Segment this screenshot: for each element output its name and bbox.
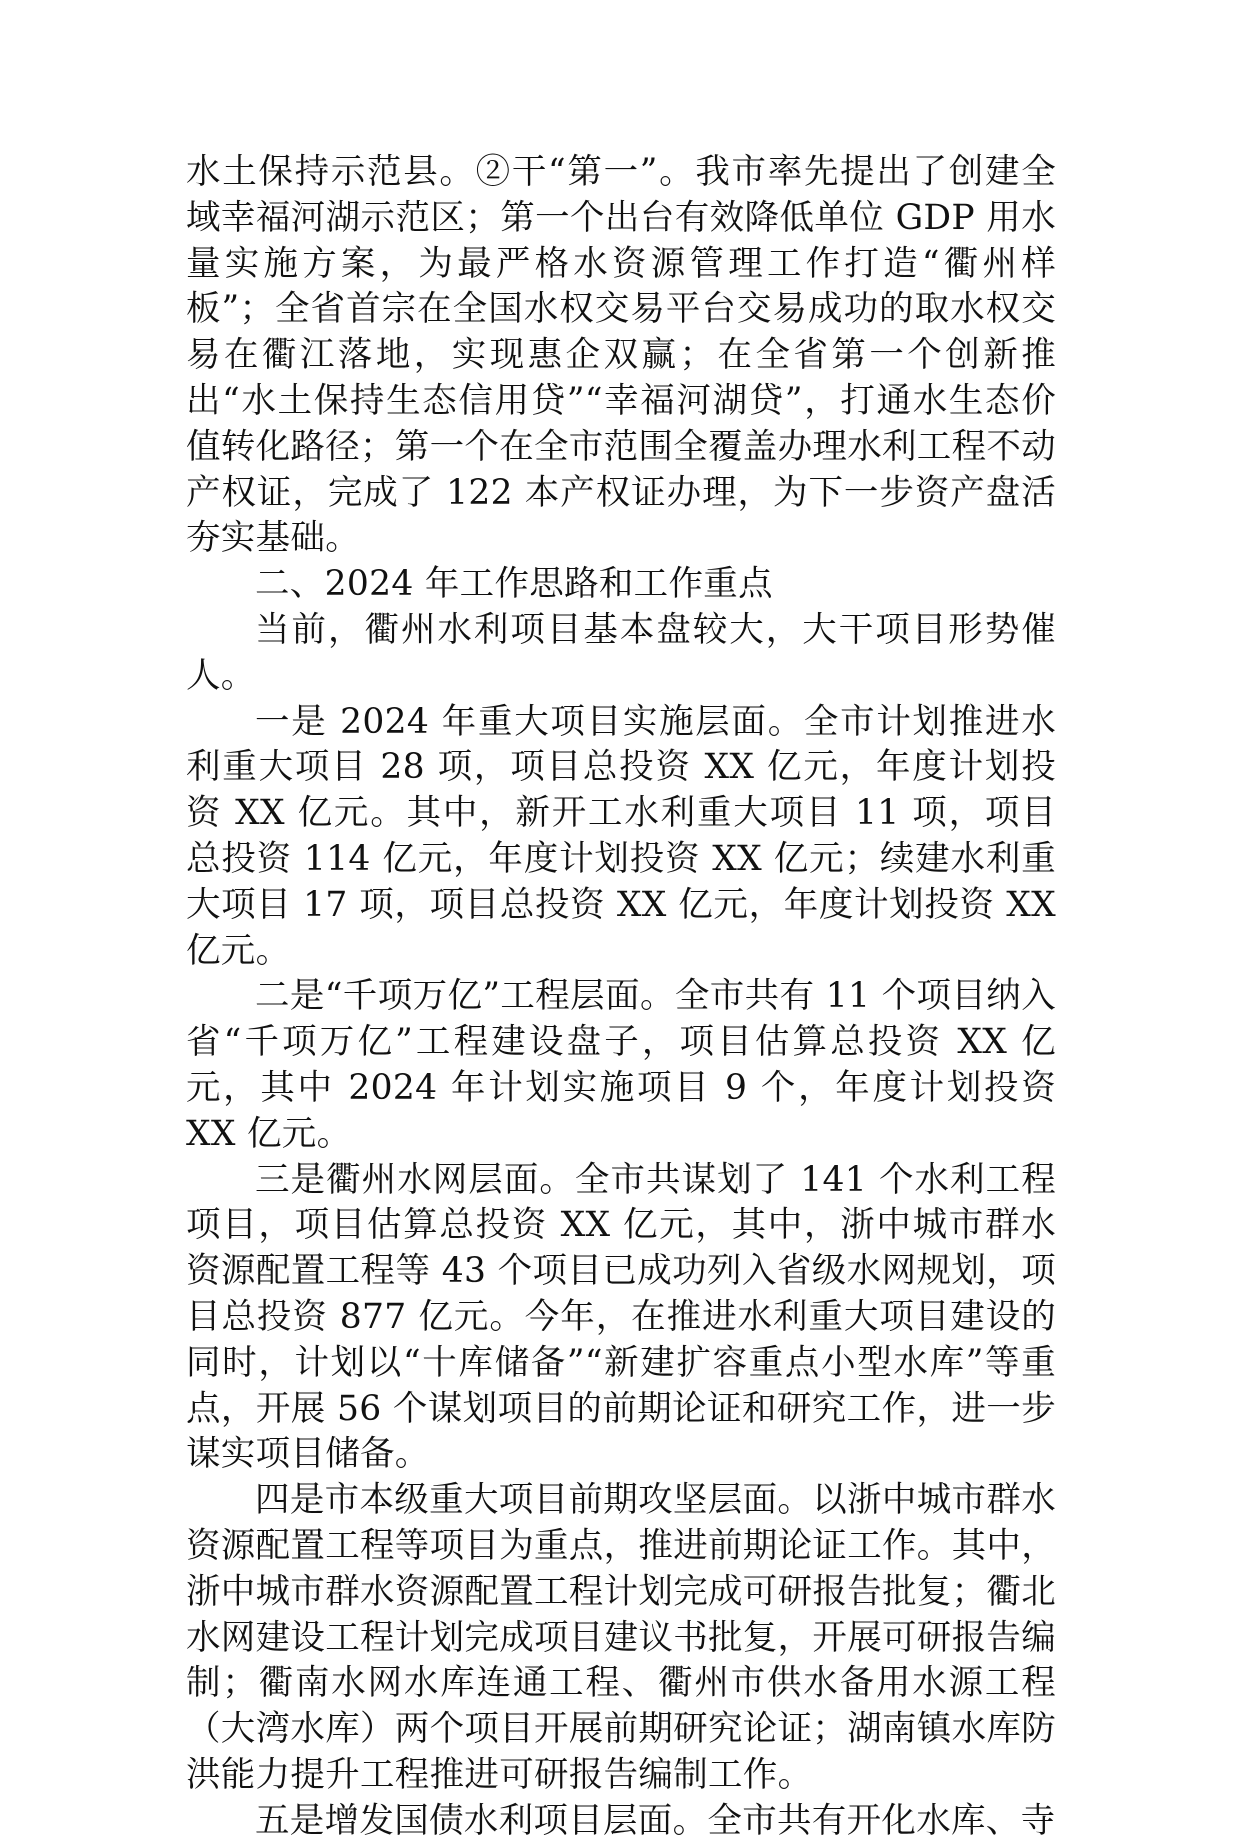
paragraph-item-4: 四是市本级重大项目前期攻坚层面。以浙中城市群水资源配置工程等项目为重点，推进前期论证工作。其中，浙中城市群水资源配置工程计划完成可研报告批复；衢北水网建设工程计划完成项目建议书批复，开展可研报告编制；衢南水网水库连通工程、衢州市供水备用水源工程（大湾水库）两个项目开展前期研究论证；湖南镇水库防洪能力提升工程推进可研报告编制工作。 — [186, 1480, 1056, 1795]
paragraph-item-5: 五是增发国债水利项目层面。全市共有开化水库、寺 — [255, 1800, 1056, 1841]
paragraph-item-3: 三是衢州水网层面。全市共谋划了 141 个水利工程项目，项目估算总投资 XX 亿元，其中，浙中城市群水资源配置工程等 43 个项目已成功列入省级水网规划，项目总投资 877 亿元。今年，在推进水利重大项目建设的同时，计划以“十库储备”“新建扩容重点小型水库”等重点，开展 56 个谋划项目的前期论证和研究工作，进一步谋实项目储备。 — [186, 1159, 1056, 1475]
paragraph-item-1: 一是 2024 年重大项目实施层面。全市计划推进水利重大项目 28 项，项目总投资 XX 亿元，年度计划投资 XX 亿元。其中，新开工水利重大项目 11 项，项目总投资 114 亿元，年度计划投资 XX 亿元；续建水利重大项目 17 项，项目总投资 XX 亿元，年度计划投资 XX 亿元。 — [186, 701, 1056, 971]
section-heading: 二、2024 年工作思路和工作重点 — [255, 564, 773, 605]
paragraph-continuation: 水土保持示范县。②干“第一”。我市率先提出了创建全域幸福河湖示范区；第一个出台有效降低单位 GDP 用水量实施方案，为最严格水资源管理工作打造“衢州样板”；全省首宗在全国水权交易平台交易成功的取水权交易在衢江落地，实现惠企双赢；在全省第一个创新推出“水土保持生态信用贷”“幸福河湖贷”，打通水生态价值转化路径；第一个在全市范围全覆盖办理水利工程不动产权证，完成了 122 本产权证办理，为下一步资产盘活夯实基础。 — [186, 152, 1056, 559]
paragraph-intro: 当前，衢州水利项目基本盘较大，大干项目形势催人。 — [186, 609, 1056, 696]
document-body — [186, 150, 1056, 1844]
paragraph-item-2: 二是“千项万亿”工程层面。全市共有 11 个项目纳入省“千项万亿”工程建设盘子，项目估算总投资 XX 亿元，其中 2024 年计划实施项目 9 个，年度计划投资 XX 亿元。 — [186, 976, 1056, 1154]
